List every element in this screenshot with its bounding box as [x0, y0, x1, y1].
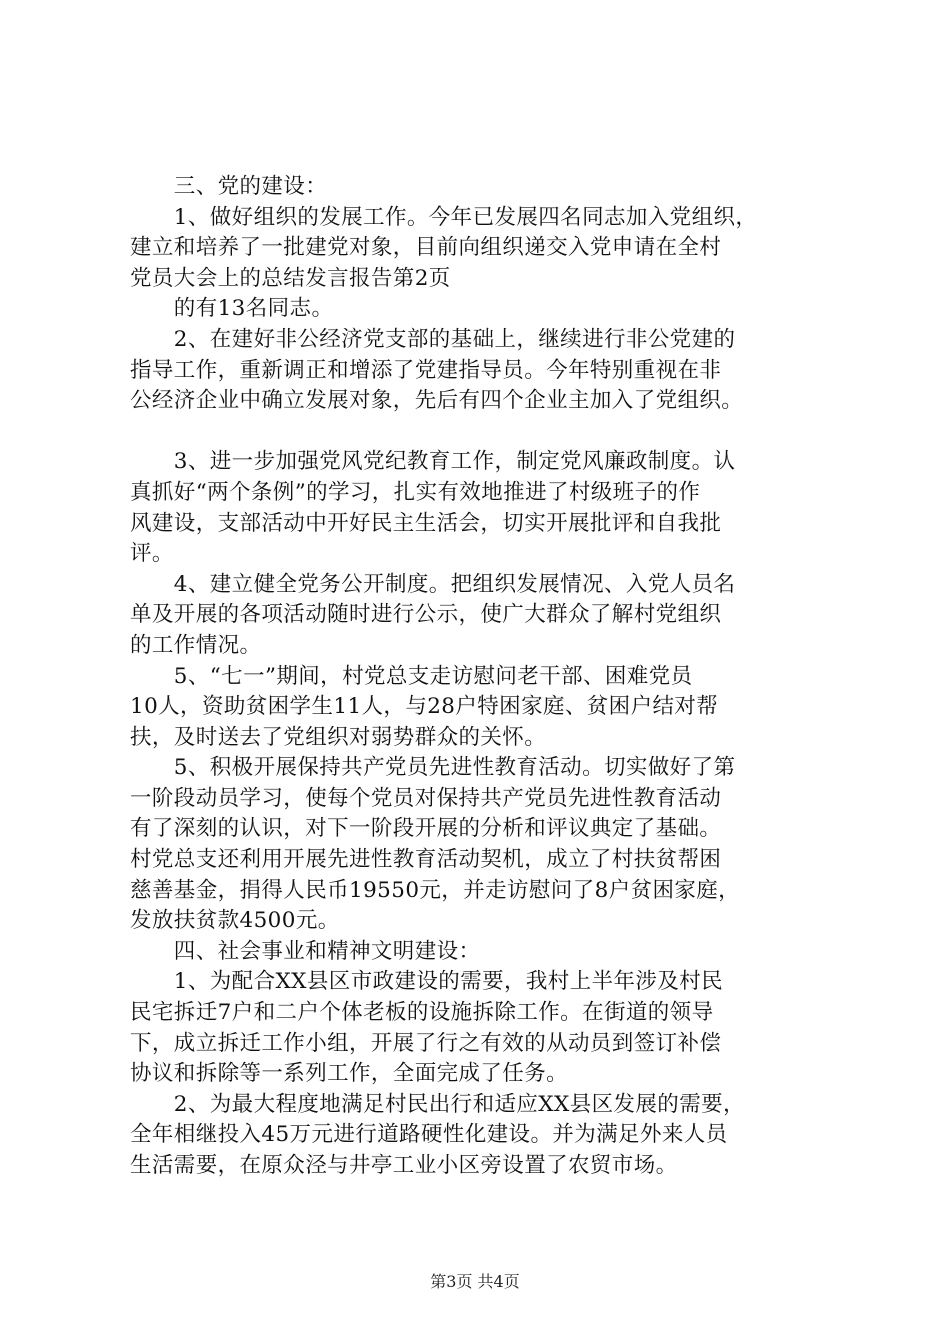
paragraph-line: 5、“七一”期间，村党总支走访慰问老干部、困难党员 [130, 663, 693, 689]
section-heading: 三、党的建设： [130, 174, 328, 199]
paragraph-line: 指导工作，重新调正和增添了党建指导员。今年特别重视在非 [130, 357, 722, 383]
paragraph-line: 的有13名同志。 [130, 296, 334, 322]
paragraph-line: 公经济企业中确立发展对象，先后有四个企业主加入了党组织。 [130, 388, 744, 414]
paragraph-line: 建立和培养了一批建党对象，目前向组织递交入党申请在全村 [130, 235, 722, 261]
paragraph-line: 单及开展的各项活动随时进行公示，使广大群众了解村党组织 [130, 602, 722, 628]
paragraph-line: 5、积极开展保持共产党员先进性教育活动。切实做好了第 [130, 755, 736, 781]
paragraph-line: 3、进一步加强党风党纪教育工作，制定党风廉政制度。认 [130, 449, 736, 475]
paragraph-line: 民宅拆迁7户和二户个体老板的设施拆除工作。在街道的领导 [130, 1000, 714, 1026]
paragraph-line: 风建设，支部活动中开好民主生活会，切实开展批评和自我批 [130, 510, 722, 536]
paragraph-line: 全年相继投入45万元进行道路硬性化建设。并为满足外来人员 [130, 1122, 728, 1148]
document-body [130, 172, 850, 1182]
paragraph-line: 村党总支还利用开展先进性教育活动契机，成立了村扶贫帮困 [130, 847, 722, 873]
paragraph-line: 发放扶贫款4500元。 [130, 908, 340, 934]
paragraph-line: 10人，资助贫困学生11人，与28户特困家庭、贫困户结对帮 [130, 694, 719, 720]
paragraph-line: 2、在建好非公经济党支部的基础上，继续进行非公党建的 [130, 326, 736, 352]
page-footer: 第3页 共4页 [430, 1272, 520, 1291]
paragraph-line: 一阶段动员学习，使每个党员对保持共产党员先进性教育活动 [130, 785, 722, 811]
paragraph-line: 评。 [130, 541, 174, 567]
paragraph-line: 协议和拆除等一系列工作，全面完成了任务。 [130, 1061, 569, 1087]
paragraph-line: 下，成立拆迁工作小组，开展了行之有效的从动员到签订补偿 [130, 1030, 722, 1056]
paragraph-line: 1、做好组织的发展工作。今年已发展四名同志加入党组织， [130, 204, 758, 230]
paragraph-line: 党员大会上的总结发言报告第2页 [130, 265, 451, 291]
paragraph-line: 慈善基金，捐得人民币19550元，并走访慰问了8户贫困家庭， [130, 877, 741, 903]
paragraph-line: 2、为最大程度地满足村民出行和适应XX县区发展的需要， [130, 1091, 745, 1117]
section-heading: 四、社会事业和精神文明建设： [130, 938, 481, 964]
paragraph-line: 有了深刻的认识，对下一阶段开展的分析和评议典定了基础。 [130, 816, 722, 842]
paragraph-line: 1、为配合XX县区市政建设的需要，我村上半年涉及村民 [130, 969, 723, 995]
paragraph-line: 生活需要，在原众泾与井亭工业小区旁设置了农贸市场。 [130, 1153, 678, 1178]
blank-line [130, 417, 850, 448]
paragraph-line: 的工作情况。 [130, 632, 262, 658]
paragraph-line: 扶，及时送去了党组织对弱势群众的关怀。 [130, 724, 547, 750]
paragraph-line: 4、建立健全党务公开制度。把组织发展情况、入党人员名 [130, 571, 736, 597]
paragraph-line: 真抓好“两个条例”的学习，扎实有效地推进了村级班子的作 [130, 479, 701, 505]
